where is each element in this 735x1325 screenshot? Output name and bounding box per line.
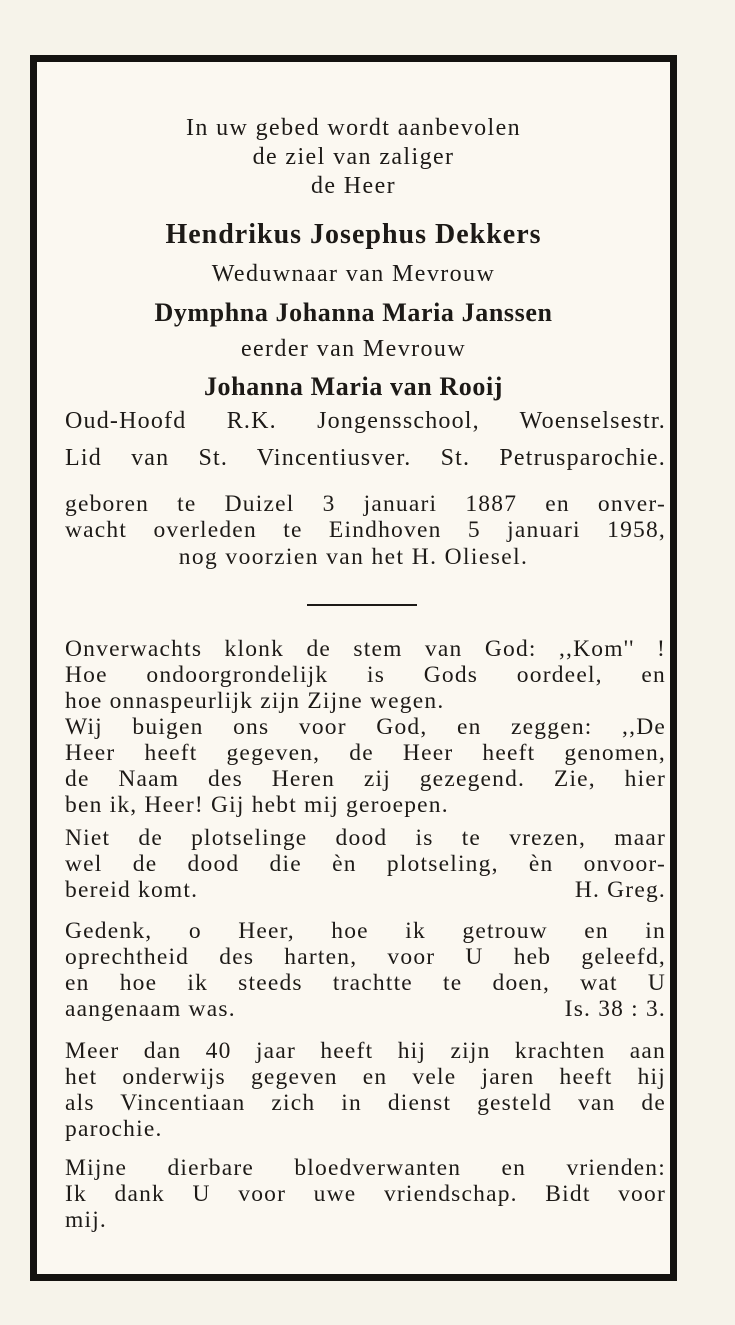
text-line: Ik dank U voor uwe vriendschap. Bidt voor (65, 1181, 666, 1207)
text-line: Niet de plotselinge dood is te vrezen, maar (65, 825, 666, 851)
text-line: Hoe ondoorgrondelijk is Gods oordeel, en (65, 662, 666, 688)
text-line: oprechtheid des harten, voor U heb geleefd, (65, 944, 666, 970)
text-fragment: aangenaam was. (65, 996, 236, 1022)
text-line: hoe onnaspeurlijk zijn Zijne wegen. (65, 688, 445, 714)
header-line-3: de Heer (310, 173, 397, 199)
text-line: Meer dan 40 jaar heeft hij zijn krachten aan (65, 1038, 666, 1064)
text-line: Mijne dierbare bloedverwanten en vrienden: (65, 1155, 666, 1181)
birth-line-3: nog voorzien van het H. Oliesel. (178, 544, 529, 570)
deceased-name: Hendrikus Josephus Dekkers (165, 219, 542, 250)
birth-line-2: wacht overleden te Eindhoven 5 januari 1958, (65, 517, 666, 543)
text-line: Gedenk, o Heer, hoe ik getrouw en in (65, 918, 666, 944)
text-line: wel de dood die èn plotseling, èn onvoor- (65, 851, 666, 877)
quote-source: Is. 38 : 3. (564, 996, 666, 1022)
text-line: parochie. (65, 1116, 163, 1142)
relation-1: Weduwnaar van Mevrouw (211, 261, 496, 287)
text-line-with-source (65, 996, 666, 1022)
text-line: het onderwijs gegeven en vele jaren heeft hij (65, 1064, 666, 1090)
divider (307, 604, 417, 606)
role-line-1: Oud-Hoofd R.K. Jongensschool, Woenselsestr. (65, 408, 666, 434)
text-line: de Naam des Heren zij gezegend. Zie, hier (65, 766, 666, 792)
role-line-2: Lid van St. Vincentiusver. St. Petrusparochie. (65, 445, 666, 471)
memorial-card (30, 55, 677, 1281)
text-line: als Vincentiaan zich in dienst gesteld van de (65, 1090, 666, 1116)
text-line: Onverwachts klonk de stem van God: ,,Kom'' ! (65, 636, 666, 662)
spouse-2: Johanna Maria van Rooij (203, 372, 504, 401)
text-line: Heer heeft gegeven, de Heer heeft genomen, (65, 740, 666, 766)
text-line: Wij buigen ons voor God, en zeggen: ,,De (65, 714, 666, 740)
text-line-with-source (65, 877, 666, 903)
spouse-1: Dymphna Johanna Maria Janssen (154, 298, 553, 327)
header-line-2: de ziel van zaliger (252, 144, 455, 170)
quote-source: H. Greg. (574, 877, 666, 903)
relation-2: eerder van Mevrouw (240, 336, 467, 362)
birth-line-1: geboren te Duizel 3 januari 1887 en onver- (65, 491, 666, 517)
text-line: ben ik, Heer! Gij hebt mij geroepen. (65, 792, 449, 818)
header-line-1: In uw gebed wordt aanbevolen (185, 115, 522, 141)
text-line: mij. (65, 1207, 108, 1233)
text-line: en hoe ik steeds trachtte te doen, wat U (65, 970, 666, 996)
text-fragment: bereid komt. (65, 877, 199, 903)
